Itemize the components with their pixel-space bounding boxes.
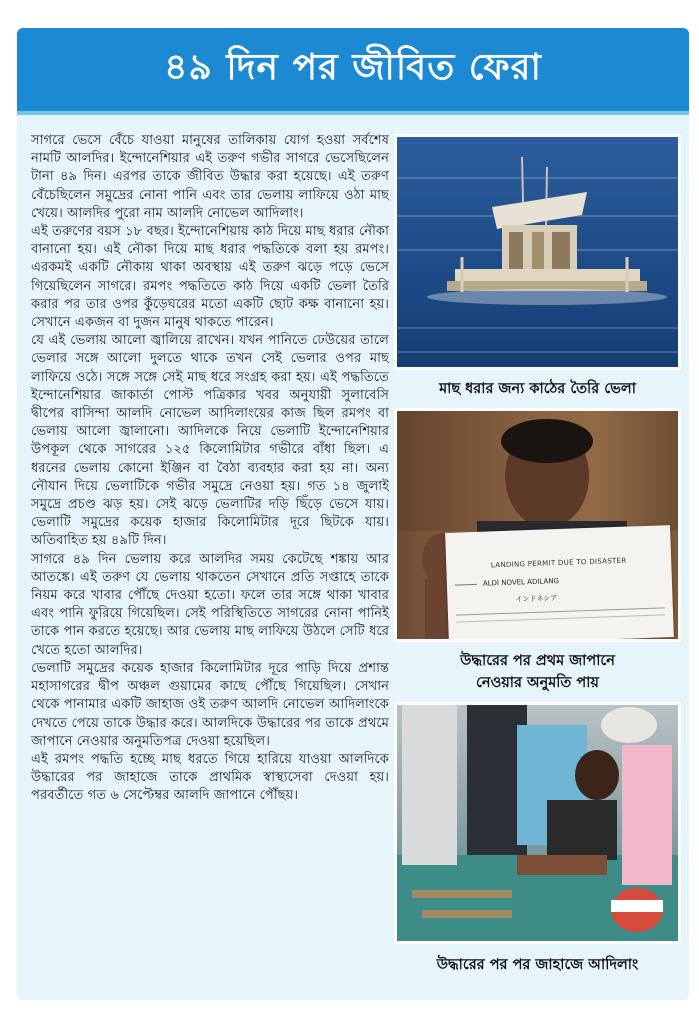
caption-line: নেওয়ার অনুমতি পায় [476, 675, 599, 691]
landing-permit-document [445, 525, 674, 642]
article-paragraph: এই রমপং পদ্ধতি হচ্ছে মাছ ধরতে গিয়ে হারিয়ে যাওয়া আলদিকে উদ্ধারের পর জাহাজে তাকে প্রাথমিক স্বাস্থ্যসেবা দেওয়া হয়। পরবর্তীতে গত ৬ সেপ্টেম্বর আলদি জাপানে পৌঁছয়। [31, 751, 389, 804]
permit-name: ALDI NOVEL ADILANG [482, 577, 560, 588]
title-banner [17, 28, 689, 115]
article-paragraph: সাগরে ভেসে বেঁচে যাওয়া মানুষের তালিকায় যোগ হওয়া সর্বশেষ নামটি আলদির। ইন্দোনেশিয়ার এই তরুণ গভীর সাগরে ভেসেছিলেন টানা ৪৯ দিন। এরপর তাকে জীবিত উদ্ধার করা হয়েছে। এই তরুণ বেঁচেছিলেন সমুদ্রের নোনা পানি এবং তার ভেলায় লাফিয়ে ওঠা মাছ খেয়ে। আলদির পুরো নাম আলদি নোভেল আদিলাং। [31, 133, 389, 221]
article-paragraph: এই তরুণের বয়স ১৮ বছর। ইন্দোনেশিয়ায় কাঠ দিয়ে মাছ ধরার নৌকা বানানো হয়। এই নৌকা দিয়ে মাছ ধরার পদ্ধতিকে বলা হয় রমপং। এরকমই একটি নৌকায় থাকা অবস্থায় এই তরুণ ঝড়ে পড়ে ভেসে গিয়েছিলেন সাগরে। রমপং পদ্ধতিতে কাঠ দিয়ে একটি ভেলা তৈরি করার পর তার ওপর কুঁড়েঘরের মতো একটি ছোট কক্ষ বানানো হয়। সেখানে একজন বা দুজন মানুষ থাকতে পারেন। [31, 224, 389, 331]
article-paragraph: সাগরে ৪৯ দিন ভেলায় করে আলদির সময় কেটেছে শঙ্কায় আর আতঙ্কে। এই তরুণ যে ভেলায় থাকতেন সেখানে প্রতি সপ্তাহে তাকে নিয়ম করে খাবার পৌঁছে দেওয়া হতো। ফলে তার সঙ্গে থাকা খাবার এবং পানি ফুরিয়ে গিয়েছিল। সেই পরিস্থিতিতে সাগরের নোনা পানিই তাকে পান করতে হয়েছে। আর ভেলায় মাছ লাফিয়ে উঠলে সেটি ধরে খেতে হতো আলদির। [31, 551, 389, 658]
raft-photo [394, 134, 681, 370]
page-title: ৪৯ দিন পর জীবিত ফেরা [164, 46, 542, 88]
caption-line: উদ্ধারের পর প্রথম জাপানে [460, 653, 615, 669]
article-paragraph: যে এই ভেলায় আলো জ্বালিয়ে রাখেন। যখন পানিতে ঢেউয়ের তালে ভেলার সঙ্গে আলো দুলতে থাকে তখন সেই ভেলার ওপর মাছ লাফিয়ে ওঠে। সঙ্গে সঙ্গে সেই মাছ ধরে সংগ্রহ করা হয়। এই পদ্ধতিতে ইন্দোনেশিয়ার জাকার্তা পোস্ট পত্রিকার খবর অনুযায়ী সুলাবেসি দ্বীপের বাসিন্দা আলদি নোভেল আদিলাংয়ের কাজ ছিল রমপং বা ভেলায় আলো জ্বালানো। আদিলকে নিয়ে ভেলাটি ইন্দোনেশিয়ার উপকূল থেকে সাগরের ১২৫ কিলোমিটার গভীরে বাঁধা ছিল। এ ধরনের ভেলায় কোনো ইঞ্জিন বা বৈঠা ব্যবহার করা হয় না। অন্য নৌযান দিয়ে ভেলাটিকে গভীর সমুদ্রে নেওয়া হয়। গত ১৪ জুলাই সমুদ্রে প্রচণ্ড ঝড় হয়। সেই ঝড়ে ভেলাটির দড়ি ছিঁড়ে ভেসে যায়। ভেলাটি সমুদ্রের কয়েক হাজার কিলোমিটার দূরে ছিটকে যায়। অতিবাহিত হয় ৪৯টি দিন। [31, 333, 389, 549]
article-paragraph: ভেলাটি সমুদ্রের কয়েক হাজার কিলোমিটার দূরে পাড়ি দিয়ে প্রশান্ত মহাসাগরের দ্বীপ অঞ্চল গুয়ামের কাছে পৌঁছে গিয়েছিল। সেখান থেকে পানামার একটি জাহাজ ওই তরুণ আলদি নোভেল আদিলাংকে দেখতে পেয়ে তাকে উদ্ধার করে। আলদিকে উদ্ধারের পর তাকে প্রথমে জাপানে নেওয়ার অনুমতিপত্র দেওয়া হয়েছিল। [31, 660, 389, 749]
article-card [17, 28, 689, 1000]
permit-country: インドネシア [515, 594, 558, 604]
photo-caption: মাছ ধরার জন্য কাঠের তৈরি ভেলা [439, 381, 636, 397]
rescue-illustration [397, 705, 678, 941]
permit-header: LANDING PERMIT DUE TO DISASTER [490, 556, 627, 570]
permit-photo [394, 408, 681, 642]
article-body [31, 132, 389, 806]
raft-illustration [397, 137, 678, 367]
photo-caption: উদ্ধারের পর পর জাহাজে আদিলাং [436, 957, 639, 973]
photo-column [394, 134, 681, 976]
photo-caption [394, 650, 681, 694]
rescue-photo [394, 702, 681, 944]
